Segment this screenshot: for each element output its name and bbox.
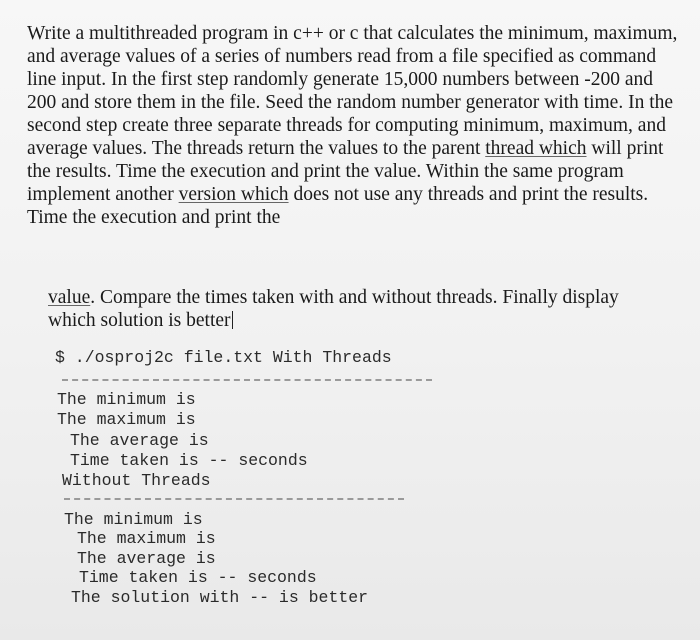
without-threads-average: The average is [77,549,216,568]
without-threads-header: Without Threads [62,471,211,490]
paragraph-1-text-c: does not use any threads and print the results. Time the execution and print the [27,184,649,228]
with-threads-time-taken: Time taken is -- seconds [70,451,308,470]
paragraph-1-underline-thread-which: thread which [485,138,587,159]
without-threads-minimum: The minimum is [64,510,203,529]
without-threads-time-taken: Time taken is -- seconds [79,568,317,587]
with-threads-maximum: The maximum is [57,410,196,429]
question-paragraph-2 [48,286,668,332]
command-line: $ ./osproj2c file.txt With Threads [55,348,392,367]
solution-line: The solution with -- is better [71,588,369,607]
question-paragraph-1 [27,22,682,229]
paragraph-2-underline-value: value [48,287,91,308]
text-cursor [232,311,233,329]
with-threads-minimum: The minimum is [57,390,196,409]
paragraph-1-underline-version-which: version which [178,184,289,205]
paragraph-1-text-b: will print the results. Time the execution and print the value. Within the same program implement another [27,138,664,205]
paragraph-2-text: . Compare the times taken with and without threads. Finally display which solution is better [48,287,619,331]
divider-top [62,379,432,381]
without-threads-maximum: The maximum is [77,529,216,548]
divider-bottom [64,498,404,500]
with-threads-average: The average is [70,431,209,450]
paragraph-1-text-a: Write a multithreaded program in c++ or c that calculates the minimum, maximum, and average values of a series of numbers read from a file specified as command line input. In the first step randomly generate 15,000 numbers between -200 and 200 and store them in the file. Seed the random number generator with time. In the second step create three separate threads for computing minimum, maximum, and average values. The threads return the values to the parent [27,23,678,159]
